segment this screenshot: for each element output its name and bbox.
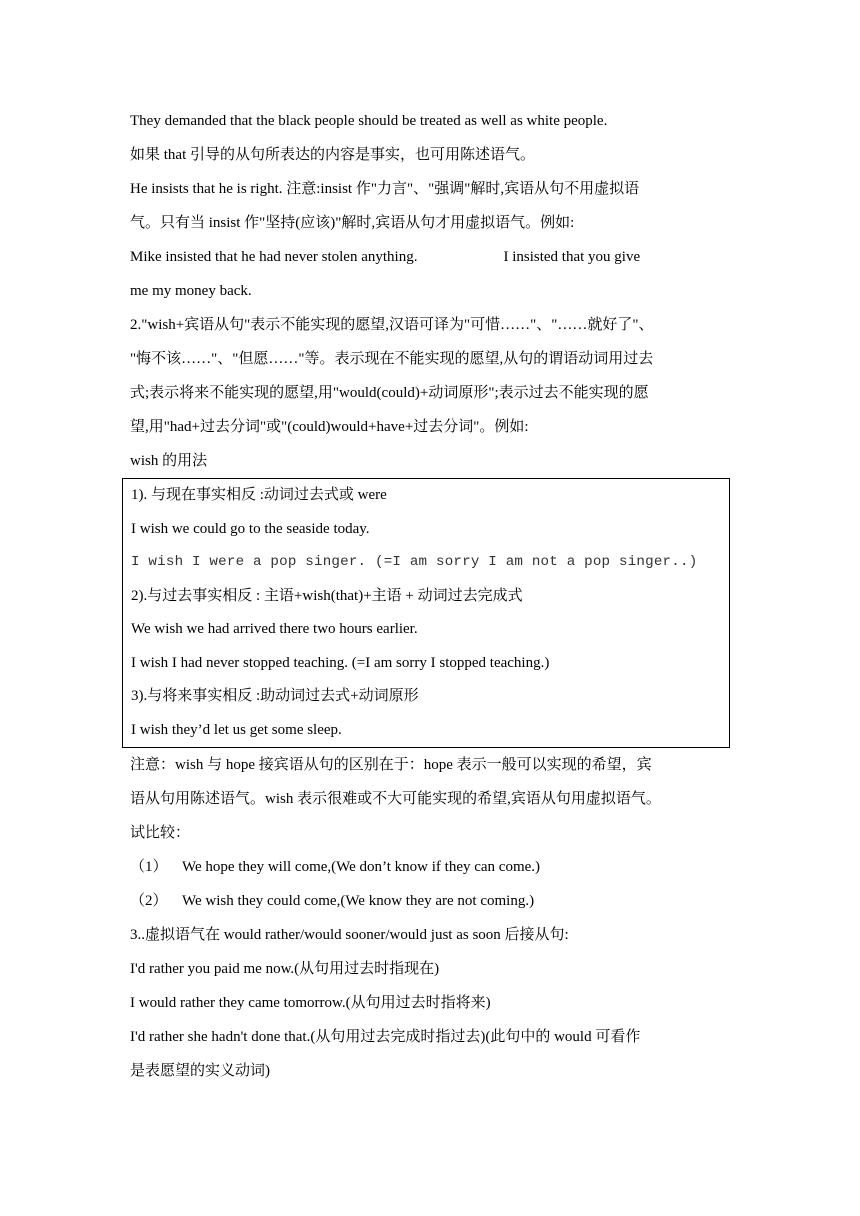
compare-line — [130, 884, 740, 918]
text-line: "悔不该……"、"但愿……"等。表示现在不能实现的愿望,从句的谓语动词用过去 — [130, 351, 654, 367]
box-line: 3).与将来事实相反 :助动词过去式+动词原形 — [131, 688, 419, 704]
box-line: I wish I were a pop singer. (=I am sorry I am not a pop singer..) — [131, 554, 698, 570]
document-body — [130, 104, 740, 1088]
text-line: 3..虚拟语气在 would rather/would sooner/would just as soon 后接从句: — [130, 927, 569, 943]
box-line: We wish we had arrived there two hours earlier. — [131, 621, 418, 637]
text-line: They demanded that the black people should be treated as well as white people. — [130, 113, 608, 129]
note-line: 试比较： — [130, 825, 191, 841]
box-line: 1). 与现在事实相反 :动词过去式或 were — [131, 487, 387, 503]
text-line: me my money back. — [130, 283, 252, 299]
compare-line — [130, 850, 740, 884]
compare-text: We hope they will come,(We don’t know if they can come.) — [182, 859, 541, 875]
text-line: I'd rather she hadn't done that.(从句用过去完成时指过去)(此句中的 would 可看作 — [130, 1029, 641, 1045]
text-line: 是表愿望的实义动词) — [130, 1063, 270, 1079]
note-line: 注意：wish 与 hope 接宾语从句的区别在于：hope 表示一般可以实现的希望，宾 — [130, 757, 652, 773]
example-left: Mike insisted that he had never stolen anything. — [130, 249, 418, 265]
compare-number: （1） — [130, 859, 168, 875]
box-line: 2).与过去事实相反 : 主语+wish(that)+主语 + 动词过去完成式 — [131, 587, 523, 604]
text-line: I would rather they came tomorrow.(从句用过去时指将来) — [130, 995, 491, 1011]
box-line: I wish we could go to the seaside today. — [131, 520, 370, 537]
example-right: I insisted that you give — [503, 249, 641, 265]
text-line: 如果 that 引导的从句所表达的内容是事实，也可用陈述语气。 — [130, 147, 535, 163]
text-line: 2."wish+宾语从句"表示不能实现的愿望,汉语可译为"可惜……"、"……就好了"、 — [130, 317, 654, 333]
text-line — [130, 240, 740, 274]
text-line: 气。只有当 insist 作"坚持(应该)"解时,宾语从句才用虚拟语气。例如: — [130, 215, 575, 231]
section-heading: wish 的用法 — [130, 453, 208, 469]
wish-usage-box — [122, 478, 730, 748]
text-line: 式;表示将来不能实现的愿望,用"would(could)+动词原形";表示过去不能实现的愿 — [130, 385, 649, 401]
note-line: 语从句用陈述语气。wish 表示很难或不大可能实现的希望,宾语从句用虚拟语气。 — [130, 791, 661, 807]
text-line: He insists that he is right. 注意:insist 作"力言"、"强调"解时,宾语从句不用虚拟语 — [130, 181, 640, 197]
text-line: I'd rather you paid me now.(从句用过去时指现在) — [130, 961, 440, 977]
compare-text: We wish they could come,(We know they are not coming.) — [182, 893, 535, 909]
box-line: I wish they’d let us get some sleep. — [131, 721, 342, 738]
box-line: I wish I had never stopped teaching. (=I am sorry I stopped teaching.) — [131, 654, 550, 671]
compare-number: （2） — [130, 893, 168, 909]
text-line: 望,用"had+过去分词"或"(could)would+have+过去分词"。例如: — [130, 419, 529, 435]
